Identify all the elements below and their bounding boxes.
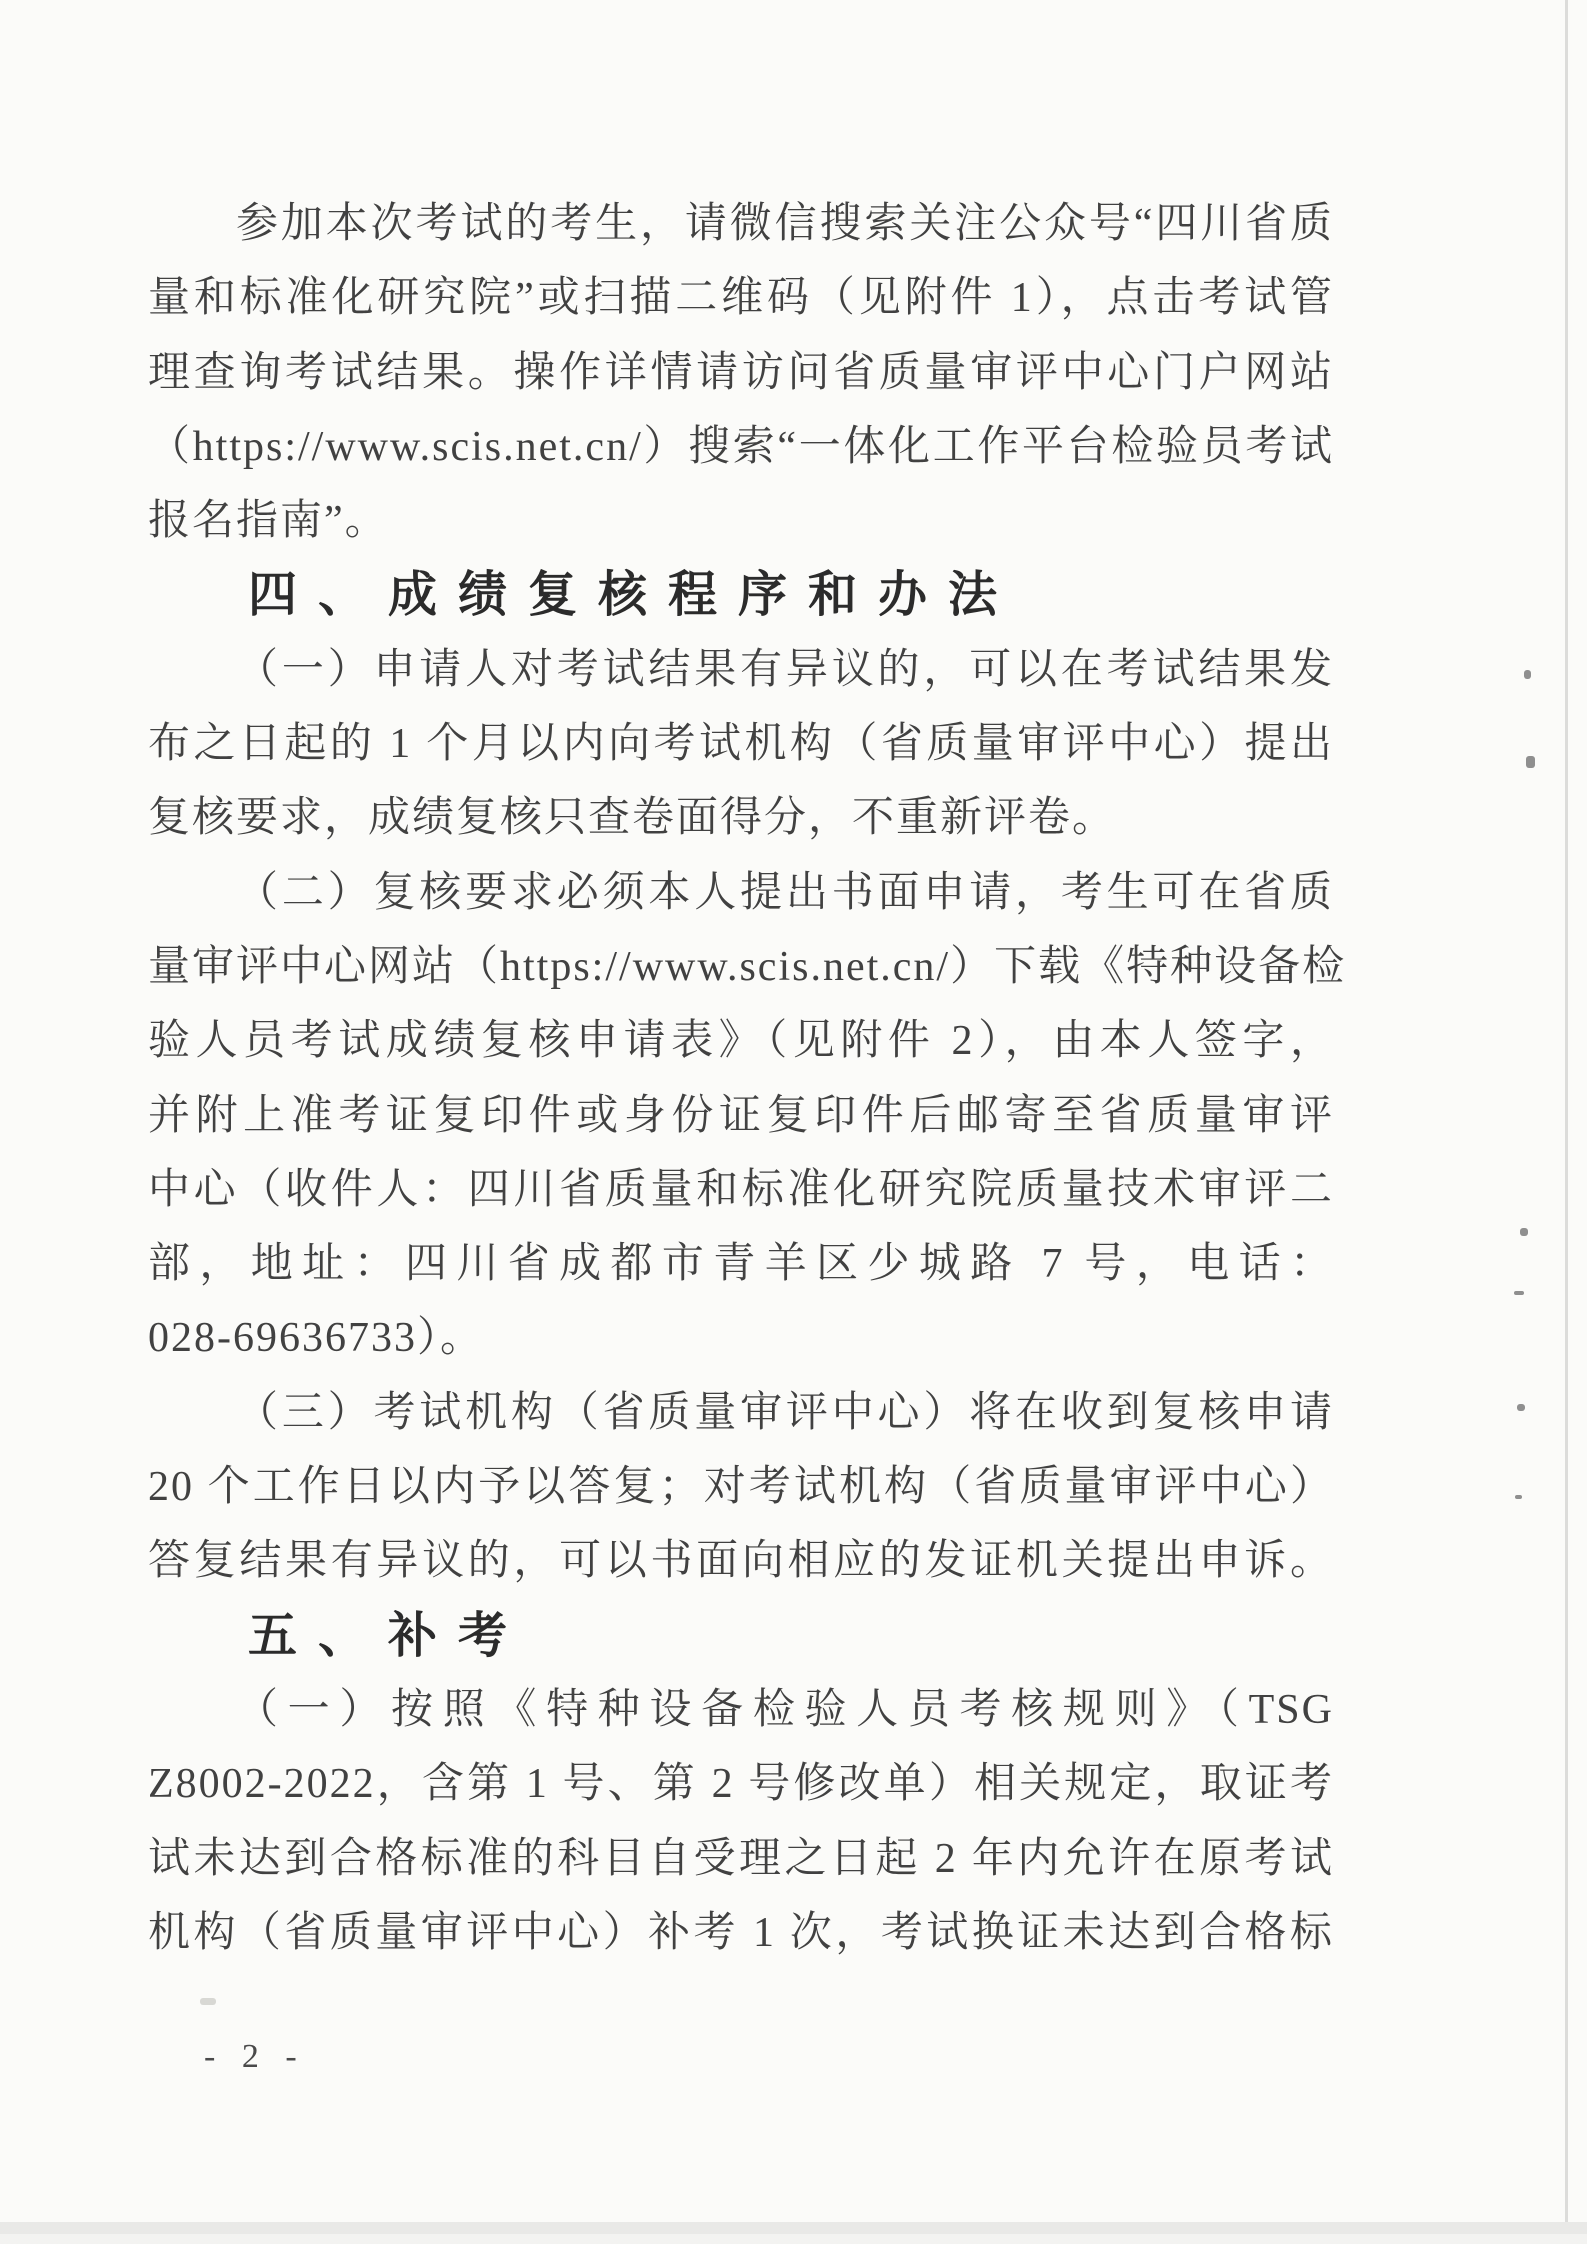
body-line: 20 个工作日以内予以答复；对考试机构（省质量审评中心） bbox=[148, 1464, 1334, 1511]
body-line: 量和标准化研究院”或扫描二维码（见附件 1），点击考试管 bbox=[148, 275, 1334, 322]
body-line: 并附上准考证复印件或身份证复印件后邮寄至省质量审评 bbox=[148, 1092, 1334, 1139]
text-block bbox=[148, 187, 1347, 1970]
body-line: （https://www.scis.net.cn/）搜索“一体化工作平台检验员考试 bbox=[148, 423, 1334, 470]
body-line: 028-69636733）。 bbox=[148, 1315, 484, 1362]
scan-speck bbox=[1520, 1228, 1528, 1236]
body-line: （一）按照《特种设备检验人员考核规则》（TSG bbox=[236, 1686, 1334, 1733]
scan-edge-line bbox=[1565, 0, 1568, 2244]
scan-speck bbox=[1524, 670, 1531, 679]
body-line: 报名指南”。 bbox=[148, 498, 389, 545]
scan-speck bbox=[1517, 1404, 1525, 1411]
scan-speck bbox=[1515, 1495, 1522, 1499]
scan-speck bbox=[1514, 1291, 1524, 1295]
body-line: （一）申请人对考试结果有异议的，可以在考试结果发 bbox=[236, 646, 1334, 693]
body-line: 参加本次考试的考生，请微信搜索关注公众号“四川省质 bbox=[236, 201, 1334, 247]
body-line: 机构（省质量审评中心）补考 1 次，考试换证未达到合格标 bbox=[148, 1909, 1334, 1956]
body-line: 验人员考试成绩复核申请表》（见附件 2），由本人签字， bbox=[148, 1018, 1334, 1065]
page-number: - 2 - bbox=[204, 2038, 306, 2075]
body-line: 理查询考试结果。操作详情请访问省质量审评中心门户网站 bbox=[148, 349, 1334, 396]
body-line: 复核要求，成绩复核只查卷面得分，不重新评卷。 bbox=[148, 795, 1117, 842]
body-line: 试未达到合格标准的科目自受理之日起 2 年内允许在原考试 bbox=[148, 1835, 1334, 1882]
scan-speck bbox=[200, 1998, 216, 2005]
scan-speck bbox=[1526, 756, 1535, 768]
body-line: 布之日起的 1 个月以内向考试机构（省质量审评中心）提出 bbox=[148, 721, 1334, 768]
body-line: （二）复核要求必须本人提出书面申请，考生可在省质 bbox=[236, 869, 1334, 916]
scan-bottom-bar bbox=[0, 2222, 1587, 2234]
body-line: Z8002-2022，含第 1 号、第 2 号修改单）相关规定，取证考 bbox=[148, 1761, 1334, 1808]
section-heading-5: 五、补考 bbox=[248, 1608, 529, 1663]
body-line: 部，地址：四川省成都市青羊区少城路 7 号，电话： bbox=[148, 1241, 1334, 1288]
section-heading-4: 四、成绩复核程序和办法 bbox=[248, 568, 1019, 623]
body-line: 中心（收件人：四川省质量和标准化研究院质量技术审评二 bbox=[148, 1166, 1334, 1213]
scan-bottom-strip bbox=[0, 2234, 1587, 2244]
body-line: （三）考试机构（省质量审评中心）将在收到复核申请 bbox=[236, 1389, 1334, 1436]
body-line: 量审评中心网站（https://www.scis.net.cn/）下载《特种设备检 bbox=[148, 943, 1347, 990]
body-line: 答复结果有异议的，可以书面向相应的发证机关提出申诉。 bbox=[148, 1538, 1334, 1585]
